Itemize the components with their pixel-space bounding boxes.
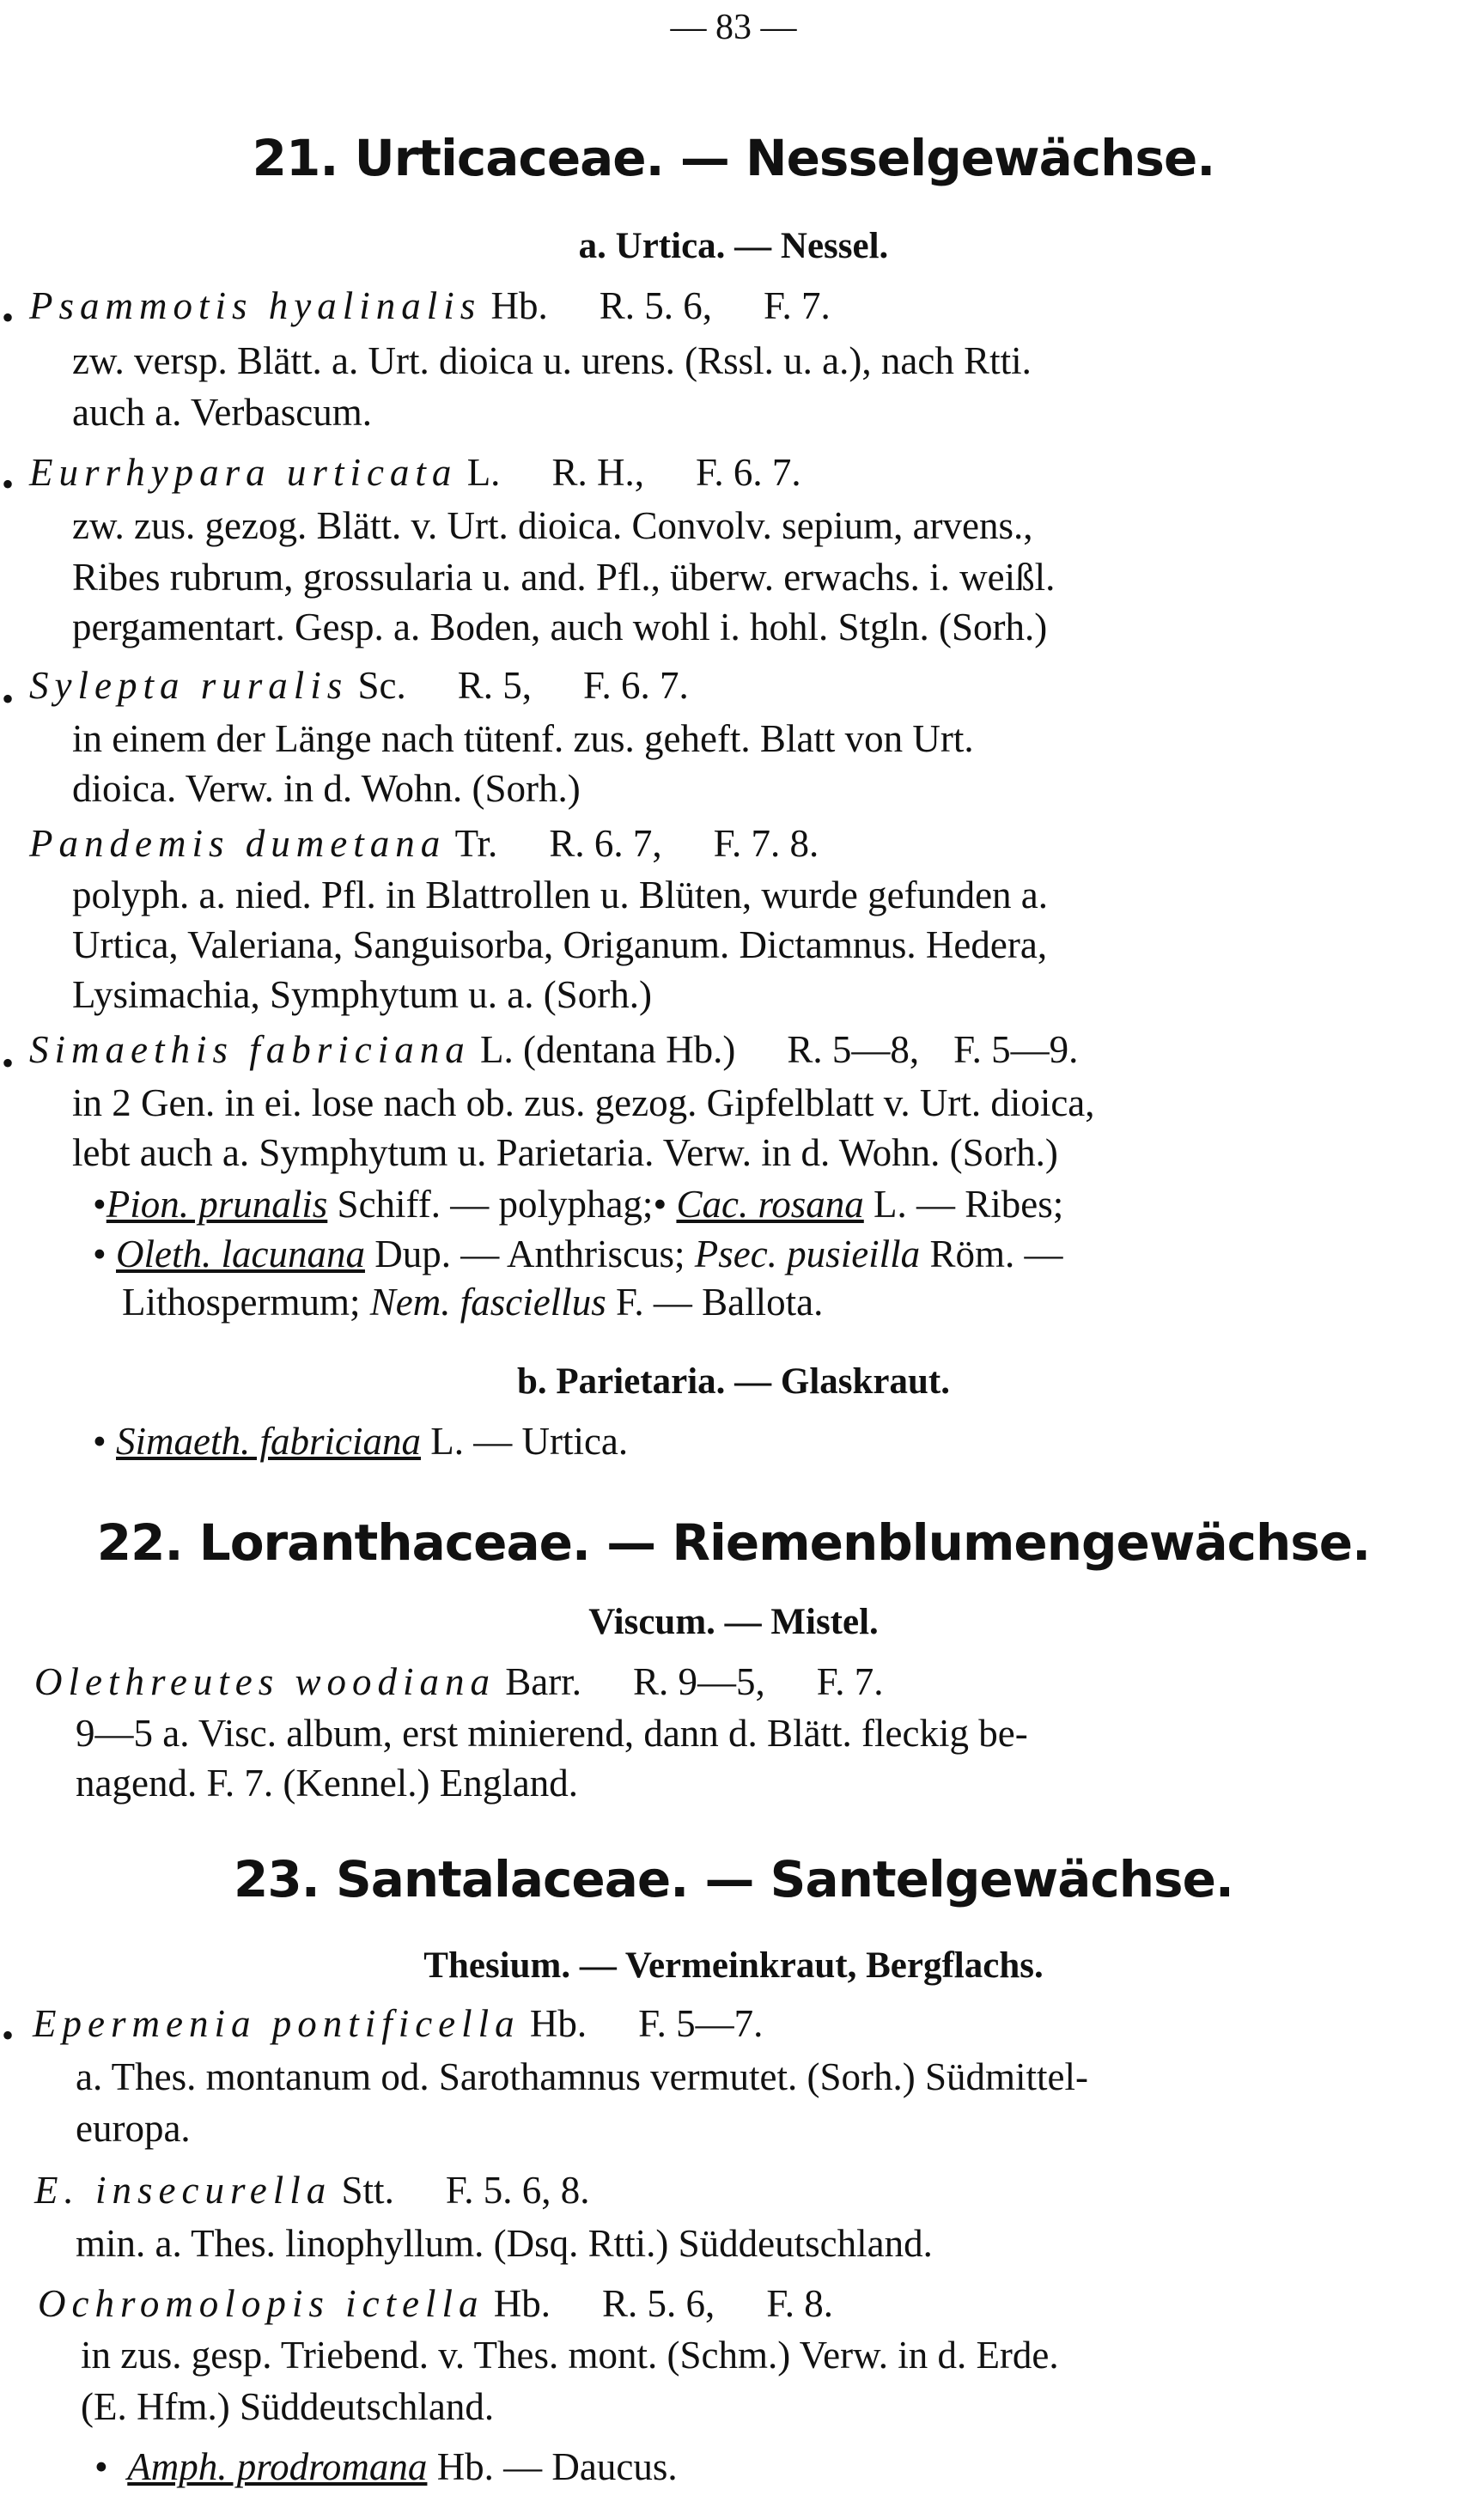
species-author: Hb.	[490, 284, 548, 327]
species-text-line: Ribes rubrum, grossularia u. and. Pfl., überw. erwachs. i. weißl.	[72, 556, 1056, 599]
larva-period: R. 6. 7,	[549, 822, 662, 865]
species-text-line: pergamentart. Gesp. a. Boden, auch wohl i. hohl. Stgln. (Sorh.)	[72, 606, 1048, 648]
species-entry-epermenia	[33, 2001, 763, 2046]
margin-dot: •	[2, 465, 15, 503]
species-text-line: Urtica, Valeriana, Sanguisorba, Origanum. Dictamnus. Hedera,	[72, 923, 1048, 966]
ref-species-name: Simaeth. fabriciana	[116, 1420, 421, 1463]
species-name: Epermenia pontificella	[33, 2002, 520, 2045]
margin-dot: •	[2, 1044, 15, 1082]
species-entry-ochromolopis	[38, 2281, 833, 2326]
ref-host: Lithospermum;	[122, 1281, 361, 1324]
cross-reference-line: • Simaeth. fabriciana L. — Urtica.	[93, 1420, 629, 1463]
cross-reference-line	[122, 1280, 823, 1324]
flight-period: F. 6. 7.	[695, 451, 801, 494]
ref-host: Dup. — Anthriscus;	[364, 1233, 685, 1275]
margin-dot: •	[2, 2016, 15, 2054]
flight-period: F. 5—7.	[638, 2002, 764, 2045]
species-name: Simaethis fabriciana	[29, 1028, 471, 1071]
species-name: Psammotis hyalinalis	[29, 284, 482, 327]
species-text-line: min. a. Thes. linophyllum. (Dsq. Rtti.) Süddeutschland.	[76, 2222, 933, 2265]
species-author: L. (dentana Hb.)	[479, 1028, 736, 1071]
species-text-line: dioica. Verw. in d. Wohn. (Sorh.)	[72, 767, 581, 810]
ref-host: Röm. —	[920, 1233, 1063, 1275]
flight-period: F. 8.	[766, 2282, 833, 2325]
ref-host: L. — Urtica.	[420, 1420, 629, 1463]
species-name: Sylepta ruralis	[29, 664, 349, 707]
species-text-line: (E. Hfm.) Süddeutschland.	[81, 2385, 495, 2428]
ref-host: F. — Ballota.	[606, 1281, 824, 1324]
species-text-line: a. Thes. montanum od. Sarothamnus vermutet. (Sorh.) Südmittel-	[76, 2055, 1089, 2098]
species-text-line: in zus. gesp. Triebend. v. Thes. mont. (Schm.) Verw. in d. Erde.	[81, 2334, 1059, 2377]
species-entry-olethreutes	[34, 1659, 883, 1704]
ref-host: Hb. — Daucus.	[427, 2445, 678, 2488]
family-heading-loranthaceae: 22. Loranthaceae. — Riemenblumengewächse.	[96, 1513, 1371, 1572]
flight-period: F. 5. 6, 8.	[445, 2169, 590, 2212]
family-heading-santalaceae: 23. Santalaceae. — Santelgewächse.	[234, 1850, 1233, 1908]
species-text-line: zw. zus. gezog. Blätt. v. Urt. dioica. Convolv. sepium, arvens.,	[72, 504, 1033, 547]
species-author: Hb.	[529, 2002, 587, 2045]
species-text-line: Lysimachia, Symphytum u. a. (Sorh.)	[72, 973, 652, 1016]
ref-host: L. — Ribes;	[863, 1183, 1064, 1226]
larva-period: R. H.,	[551, 451, 644, 494]
ref-species-name: Psec. pusieilla	[694, 1233, 921, 1275]
species-author: Barr.	[505, 1660, 582, 1703]
flight-period: F. 6. 7.	[583, 664, 689, 707]
larva-period: R. 5,	[457, 664, 533, 707]
species-name: Pandemis dumetana	[29, 822, 447, 865]
species-name: Ochromolopis ictella	[38, 2282, 484, 2325]
ref-species-name: Nem. fasciellus	[369, 1281, 606, 1324]
species-text-line: lebt auch a. Symphytum u. Parietaria. Verw. in d. Wohn. (Sorh.)	[72, 1131, 1058, 1174]
species-author: Sc.	[357, 664, 406, 707]
flight-period: F. 7.	[816, 1660, 884, 1703]
genus-heading-viscum: Viscum. — Mistel.	[588, 1602, 879, 1642]
page-number: — 83 —	[670, 8, 797, 47]
ref-host: Schiff. — polyphag;	[327, 1183, 654, 1226]
genus-heading-parietaria: b. Parietaria. — Glaskraut.	[516, 1361, 950, 1402]
cross-reference-line: • Amph. prodromana Hb. — Daucus.	[94, 2445, 678, 2488]
cross-reference-line: •Pion. prunalis Schiff. — polyphag;• Cac. rosana L. — Ribes;	[93, 1183, 1064, 1226]
ref-species-name: Amph. prodromana	[127, 2445, 428, 2488]
species-name: Olethreutes woodiana	[34, 1660, 496, 1703]
species-author: Tr.	[454, 822, 498, 865]
species-entry-eurrhypara	[29, 450, 801, 495]
species-text-line: zw. versp. Blätt. a. Urt. dioica u. urens. (Rssl. u. a.), nach Rtti.	[72, 339, 1032, 382]
family-heading-urticaceae: 21. Urticaceae. — Nesselgewächse.	[252, 129, 1215, 187]
ref-species-name: Pion. prunalis	[106, 1183, 328, 1226]
species-entry-epermenia-insecurella	[34, 2168, 590, 2213]
species-entry-simaethis	[29, 1027, 1078, 1072]
genus-heading-urtica: a. Urtica. — Nessel.	[578, 226, 889, 266]
larva-period: R. 5—8,	[787, 1028, 920, 1071]
species-text-line: europa.	[76, 2107, 191, 2150]
species-name: Eurrhypara urticata	[29, 451, 458, 494]
cross-reference-line: • Oleth. lacunana Dup. — Anthriscus; Psec. pusieilla Röm. —	[93, 1233, 1063, 1275]
ref-species-name: Oleth. lacunana	[116, 1233, 365, 1275]
flight-period: F. 7.	[764, 284, 831, 327]
species-text-line: in einem der Länge nach tütenf. zus. geheft. Blatt von Urt.	[72, 717, 974, 760]
species-text-line: nagend. F. 7. (Kennel.) England.	[76, 1762, 578, 1805]
species-text-line: 9—5 a. Visc. album, erst minierend, dann d. Blätt. fleckig be-	[76, 1712, 1028, 1755]
larva-period: R. 5. 6,	[602, 2282, 715, 2325]
species-entry-pandemis	[29, 821, 819, 866]
flight-period: F. 7. 8.	[713, 822, 819, 865]
flight-period: F. 5—9.	[953, 1028, 1079, 1071]
species-entry-sylepta	[29, 663, 689, 708]
species-text-line: in 2 Gen. in ei. lose nach ob. zus. gezog. Gipfelblatt v. Urt. dioica,	[72, 1081, 1095, 1124]
species-author: Stt.	[341, 2169, 394, 2212]
genus-heading-thesium: Thesium. — Vermeinkraut, Bergflachs.	[423, 1945, 1044, 1986]
species-entry-psammotis	[29, 283, 831, 328]
larva-period: R. 9—5,	[633, 1660, 765, 1703]
margin-dot: •	[2, 298, 15, 337]
margin-dot: •	[2, 679, 15, 718]
species-text-line: polyph. a. nied. Pfl. in Blattrollen u. Blüten, wurde gefunden a.	[72, 873, 1049, 916]
species-name: E. insecurella	[34, 2169, 332, 2212]
species-author: Hb.	[493, 2282, 551, 2325]
species-text-line: auch a. Verbascum.	[72, 391, 373, 434]
larva-period: R. 5. 6,	[599, 284, 713, 327]
species-author: L.	[466, 451, 501, 494]
ref-species-name: Cac. rosana	[676, 1183, 864, 1226]
